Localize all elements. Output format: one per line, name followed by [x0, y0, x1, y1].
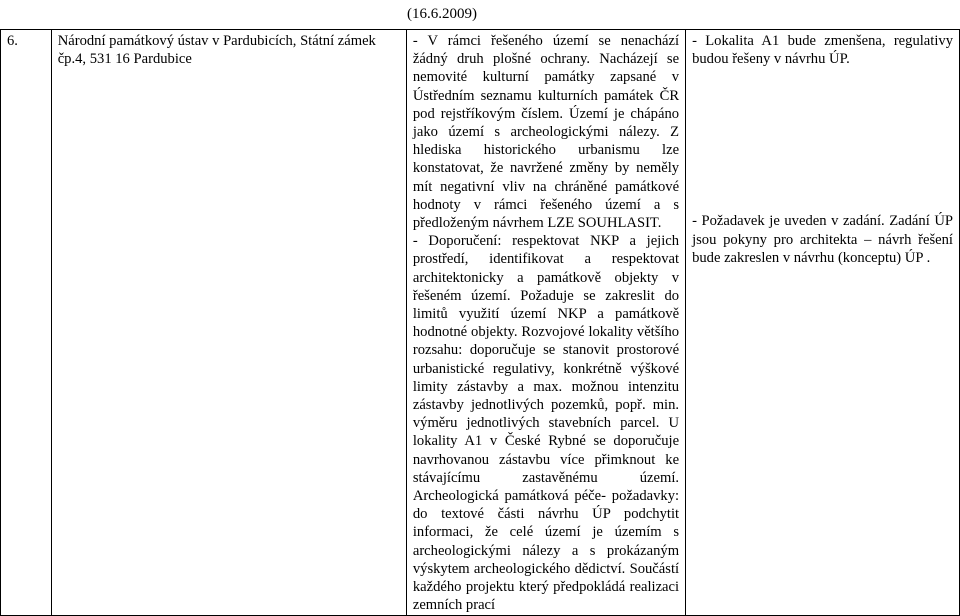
response-paragraph-2: - Požadavek je uveden v zadání. Zadání ÚP jsou pokyny pro architekta – návrh řešení bude zakreslen v návrhu (konceptu) ÚP . [692, 213, 953, 266]
table-row [1, 30, 960, 616]
comments-table [0, 29, 960, 616]
response-paragraph-1: - Lokalita A1 bude zmenšena, regulativy budou řešeny v návrhu ÚP. [692, 33, 953, 68]
opinion-cell [406, 30, 685, 616]
response-cell [686, 30, 960, 616]
row-number: 6. [1, 30, 52, 616]
institution-name: Národní památkový ústav v Pardubicích, Státní zámek čp.4, 531 16 Pardubice [57, 33, 376, 68]
response-spacer [692, 68, 953, 212]
opinion-paragraph-2: - Doporučení: respektovat NKP a jejich prostředí, identifikovat a respektovat architektonicky a památkově objekty v řešeném území. Požaduje se zakreslit do limitů využití území NKP a památkově hodnotné objekty. Rozvojové lokality většího rozsahu: doporučuje se stanovit prostorové urbanistické regulativy, konkrétně výškové limity zástavby a max. možnou intenzitu zástavby jednotlivých pozemků, popř. min. výměru jednotlivých stavebních parcel. U lokality A1 v České Rybné se doporučuje navrhovanou zástavbu více přimknout ke stávajícímu zastavěnému území. Archeologická památková péče- požadavky: do textové části návrhu ÚP podchytit informaci, že celé území je územím s archeologickými nálezy a s prokázaným výskytem archeologického dědictví. Součástí každého projektu který předpokládá realizaci zemních prací [412, 233, 680, 614]
opinion-paragraph-1: - V rámci řešeného území se nenachází žádný druh plošné ochrany. Nacházejí se nemovité kulturní památky zapsané v Ústředním seznamu kulturních památek ČR pod rejstříkovým číslem. Území je chápáno jako území s archeologickými nálezy. Z hlediska historického urbanismu lze konstatovat, že navržené změny by neměly mít negativní vliv na chráněné památkové hodnoty v rámci řešeného území a s předloženým návrhem LZE SOUHLASIT. [412, 33, 680, 232]
institution-cell [51, 30, 406, 616]
document-date: (16.6.2009) [407, 6, 477, 22]
